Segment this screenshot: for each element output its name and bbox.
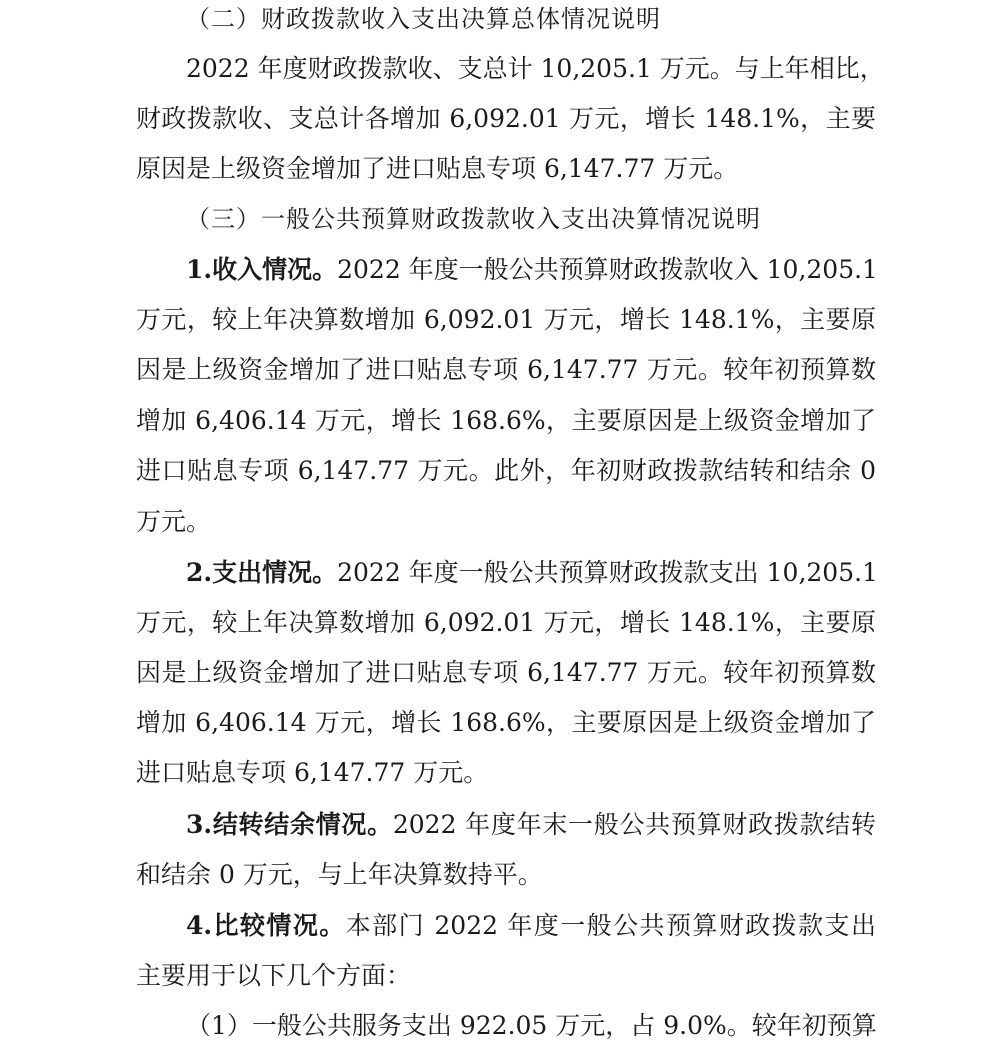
income-text: 2022 年度一般公共预算财政拨款收入 10,205.1 [337,255,878,284]
paragraph-line: 增加 6,406.14 万元，增长 168.6%，主要原因是上级资金增加了 [136,708,876,737]
expense-title: 2.支出情况。 [186,558,338,587]
income-title: 1.收入情况。 [186,255,338,284]
paragraph-line: 财政拨款收、支总计各增加 6,092.01 万元，增长 148.1%，主要 [136,104,876,133]
expense-text: 2022 年度一般公共预算财政拨款支出 10,205.1 [337,558,878,587]
paragraph-line: 主要用于以下几个方面： [136,961,412,990]
section-heading-overall: （二）财政拨款收入支出决算总体情况说明 [186,5,661,33]
paragraph-line: 进口贴息专项 6,147.77 万元。此外，年初财政拨款结转和结余 0 [136,456,876,485]
paragraph-line: 因是上级资金增加了进口贴息专项 6,147.77 万元。较年初预算数 [136,658,876,687]
paragraph-line [186,909,876,943]
paragraph-line: 万元。 [136,507,212,536]
paragraph-line: 原因是上级资金增加了进口贴息专项 6,147.77 万元。 [136,154,739,183]
paragraph-line: 万元，较上年决算数增加 6,092.01 万元，增长 148.1%，主要原 [136,608,876,637]
paragraph-line [186,253,876,287]
carryover-text: 2022 年度年末一般公共预算财政拨款结转 [392,810,876,839]
comparison-title: 4.比较情况。 [186,911,346,940]
carryover-title: 3.结转结余情况。 [186,810,393,839]
section-heading-general-budget: （三）一般公共预算财政拨款收入支出决算情况说明 [186,205,761,233]
paragraph-line: 进口贴息专项 6,147.77 万元。 [136,758,489,787]
paragraph-line: 因是上级资金增加了进口贴息专项 6,147.77 万元。较年初预算数 [136,355,876,384]
paragraph-line: 和结余 0 万元，与上年决算数持平。 [136,860,543,889]
paragraph-line: 增加 6,406.14 万元，增长 168.6%，主要原因是上级资金增加了 [136,406,876,435]
paragraph-line: 2022 年度财政拨款收、支总计 10,205.1 万元。与上年相比， [186,54,885,83]
paragraph-line: （1）一般公共服务支出 922.05 万元，占 9.0%。较年初预算 [186,1011,877,1040]
paragraph-line: 万元，较上年决算数增加 6,092.01 万元，增长 148.1%，主要原 [136,305,876,334]
comparison-text: 本部门 2022 年度一般公共预算财政拨款支出 [345,911,876,940]
paragraph-line [186,556,876,590]
paragraph-line [186,808,876,842]
